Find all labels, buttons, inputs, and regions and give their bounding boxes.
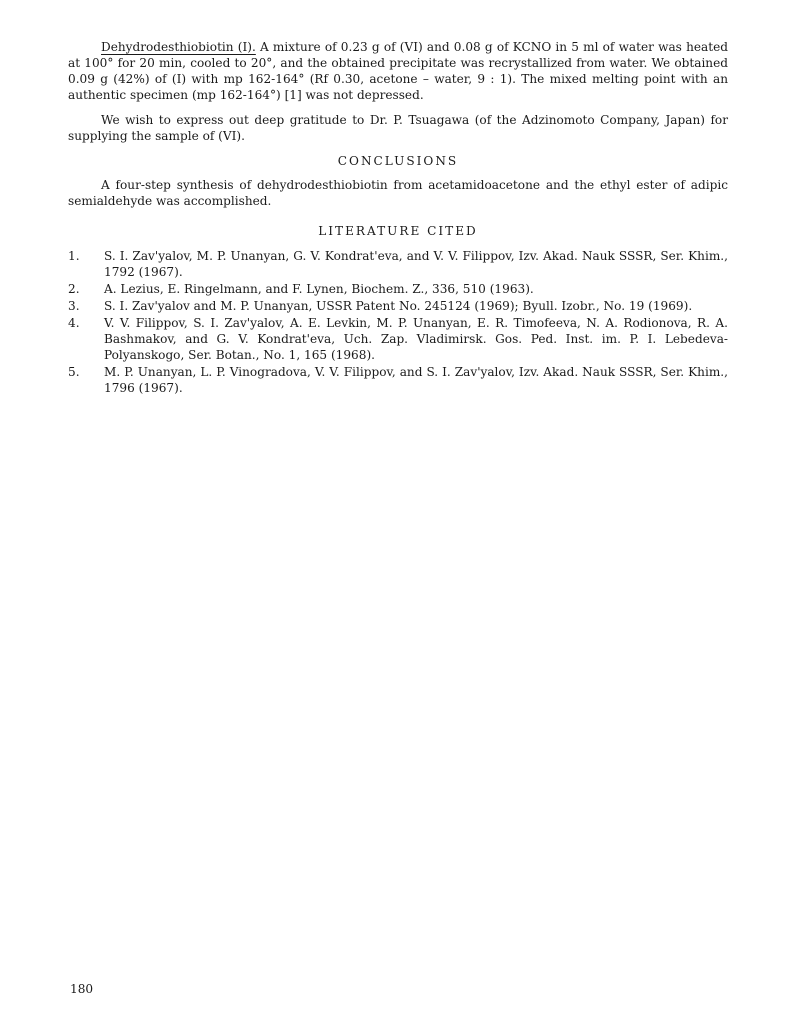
reference-item [68,298,728,314]
reference-number: 2. [68,282,80,296]
conclusions-heading: CONCLUSIONS [337,154,459,168]
reference-item [68,248,728,280]
reference-item [68,364,728,396]
conclusions-paragraph: A four-step synthesis of dehydrodesthiobiotin from acetamidoacetone and the ethyl ester of adipic semialdehyde was accomplished. [68,178,728,208]
reference-text: M. P. Unanyan, L. P. Vinogradova, V. V. Filippov, and S. I. Zav'yalov, Izv. Akad. Nauk SSSR, Ser. Khim., 1796 (1967). [104,365,728,395]
reference-text: S. I. Zav'yalov and M. P. Unanyan, USSR Patent No. 245124 (1969); Byull. Izobr., No. 19 (1969). [104,299,693,313]
reference-text: A. Lezius, E. Ringelmann, and F. Lynen, Biochem. Z., 336, 510 (1963). [104,282,534,296]
experimental-paragraph [68,39,728,103]
reference-number: 5. [68,365,80,379]
reference-number: 1. [68,249,80,263]
literature-heading: LITERATURE CITED [318,224,478,238]
reference-text: S. I. Zav'yalov, M. P. Unanyan, G. V. Kondrat'eva, and V. V. Filippov, Izv. Akad. Nauk SSSR, Ser. Khim., 1792 (1967). [104,249,728,279]
reference-item [68,315,728,363]
page-number: 180 [70,982,94,996]
reference-number: 3. [68,299,80,313]
reference-text: V. V. Filippov, S. I. Zav'yalov, A. E. Levkin, M. P. Unanyan, E. R. Timofeeva, N. A. Rodionova, R. A. Bashmakov, and G. V. Kondrat'eva, Uch. Zap. Vladimirsk. Gos. Ped. Inst. im. P. I. Lebedeva-Polyanskogo, Ser. Botan., No. 1, 165 (1968). [104,316,728,362]
reference-item [68,281,728,297]
reference-number: 4. [68,316,80,330]
experimental-text: A mixture of 0.23 g of (VI) and 0.08 g of KCNO in 5 ml of water was heated at 100° for 20 min, cooled to 20°, and the obtained precipitate was recrystallized from water. We obtained 0.09 g (42%) of (I) with mp 162-164° (Rf 0.30, acetone – water, 9 : 1). The mixed melting point with an authentic specimen (mp 162-164°) [1] was not depressed. [68,40,728,102]
compound-name: Dehydrodesthiobiotin (I). [101,40,256,54]
reference-list [68,248,728,396]
page-content [68,39,728,397]
acknowledgement-paragraph: We wish to express out deep gratitude to Dr. P. Tsuagawa (of the Adzinomoto Company, Japan) for supplying the sample of (VI). [68,113,728,143]
